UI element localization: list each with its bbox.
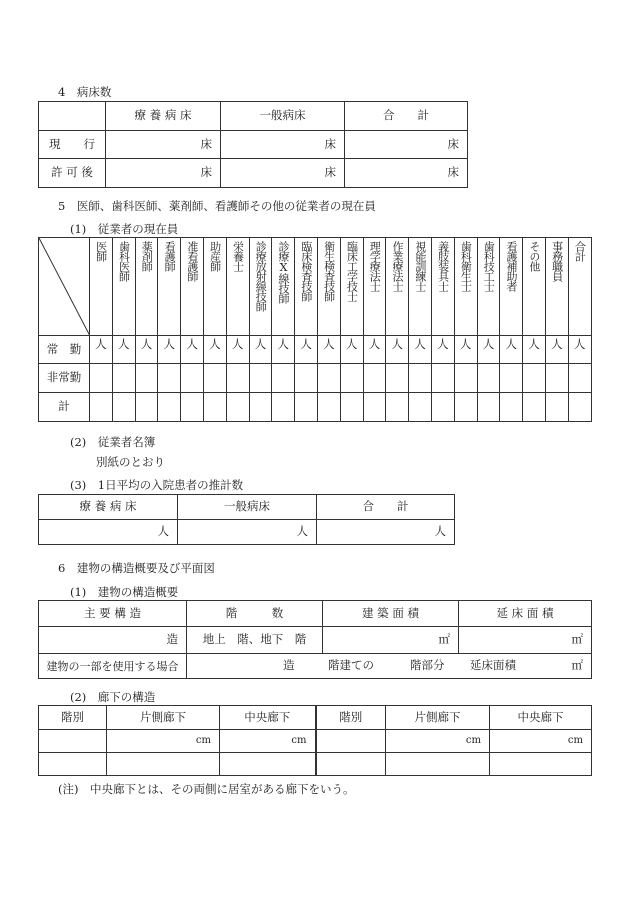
- staff-count-cell: [500, 393, 523, 422]
- staff-column-label: 作業療法士: [391, 241, 405, 291]
- staff-count-cell: [363, 393, 386, 422]
- staff-count-cell: [203, 393, 226, 422]
- staff-count-cell: 人: [249, 336, 272, 364]
- staff-count-cell: [135, 364, 158, 393]
- staff-count-cell: [386, 364, 409, 393]
- staff-column-header: [226, 238, 249, 336]
- header-center: 中央廊下: [220, 706, 316, 730]
- cell-floors: 地上 階、地下 階: [187, 627, 323, 654]
- staff-count-cell: [409, 393, 432, 422]
- staff-count-cell: [386, 393, 409, 422]
- staff-count-cell: [181, 393, 204, 422]
- cell-unit: 人: [39, 520, 178, 545]
- staff-column-header: [135, 238, 158, 336]
- staff-count-cell: 人: [363, 336, 386, 364]
- staff-column-header: [249, 238, 272, 336]
- cell-floor: [316, 753, 386, 776]
- cell-unit: 人: [317, 520, 455, 545]
- staff-count-cell: [545, 364, 568, 393]
- staff-count-cell: [409, 364, 432, 393]
- inpatient-table: [38, 494, 455, 545]
- section-6-1-heading: (1) 建物の構造概要: [70, 585, 179, 599]
- staff-count-cell: 人: [431, 336, 454, 364]
- staff-column-header: [477, 238, 500, 336]
- staff-count-cell: 人: [545, 336, 568, 364]
- section-5-2-note: 別紙のとおり: [96, 455, 165, 469]
- staff-count-cell: [112, 393, 135, 422]
- staff-count-cell: 人: [295, 336, 318, 364]
- staff-column-label: 歯科衛生士: [459, 241, 473, 291]
- staff-count-cell: [477, 364, 500, 393]
- staff-count-cell: 人: [181, 336, 204, 364]
- header-total: 合 計: [345, 102, 468, 131]
- staff-count-cell: [431, 393, 454, 422]
- diagonal-line: [39, 238, 90, 336]
- section-5-3-heading: (3) 1日平均の入院患者の推計数: [70, 478, 244, 492]
- staff-count-cell: 人: [135, 336, 158, 364]
- bed-count-table: [38, 101, 468, 188]
- staff-count-cell: [249, 364, 272, 393]
- staff-count-cell: [523, 364, 546, 393]
- staff-column-label: 臨床工学技士: [345, 241, 359, 301]
- corridor-note: (注) 中央廊下とは、その両側に居室がある廊下をいう。: [58, 782, 355, 796]
- cell-structure: 造: [39, 627, 187, 654]
- partial-structure: 造: [283, 658, 295, 672]
- staff-column-label: 事務職員: [550, 241, 564, 281]
- blank-cell: [39, 102, 106, 131]
- staff-count-cell: [454, 364, 477, 393]
- staff-count-cell: [317, 364, 340, 393]
- staff-column-header: [112, 238, 135, 336]
- staff-count-cell: [249, 393, 272, 422]
- staff-column-header: [409, 238, 432, 336]
- staff-count-cell: [340, 364, 363, 393]
- cell-floor: [316, 730, 386, 753]
- staff-count-cell: 人: [523, 336, 546, 364]
- section-4-heading: 4 病床数: [58, 85, 112, 99]
- staff-count-cell: [523, 393, 546, 422]
- staff-column-label: 診療放射線技師: [254, 241, 268, 311]
- staff-count-cell: [545, 393, 568, 422]
- section-5-2-heading: (2) 従業者名簿: [70, 435, 156, 449]
- staff-count-cell: [226, 393, 249, 422]
- staff-column-label: 栄養士: [231, 241, 245, 271]
- cell-unit: cm: [220, 730, 316, 753]
- staff-column-label: 合計: [573, 241, 587, 261]
- staff-column-header: [203, 238, 226, 336]
- staff-count-cell: [112, 364, 135, 393]
- row-label-fulltime: 常 勤: [39, 336, 90, 364]
- staff-column-label: 臨床検査技師: [299, 241, 313, 301]
- header-floors: 階 数: [187, 601, 323, 627]
- staff-column-header: [500, 238, 523, 336]
- staff-column-label: 看護補助者: [505, 241, 519, 291]
- staff-count-cell: [226, 364, 249, 393]
- staff-column-label: 准看護師: [185, 241, 199, 281]
- staff-count-cell: 人: [386, 336, 409, 364]
- partial-stories: 階建ての: [328, 658, 374, 672]
- header-single-side: 片側廊下: [386, 706, 490, 730]
- cell-floor: [39, 730, 107, 753]
- cell-unit: cm: [490, 730, 592, 753]
- staff-count-cell: [90, 393, 113, 422]
- staff-column-header: [431, 238, 454, 336]
- cell-unit: 床: [221, 159, 345, 188]
- cell-unit: 床: [106, 131, 221, 159]
- staff-column-label: 歯科技工士: [482, 241, 496, 291]
- staff-column-label: 薬剤師: [140, 241, 154, 271]
- header-ippan: 一般病床: [178, 495, 317, 520]
- header-center: 中央廊下: [490, 706, 592, 730]
- header-floor: 階別: [316, 706, 386, 730]
- staff-column-label: 視能訓練士: [413, 241, 427, 291]
- section-5-heading: 5 医師、歯科医師、薬剤師、看護師その他の従業者の現在員: [58, 199, 376, 213]
- cell-unit: cm: [386, 730, 490, 753]
- staff-count-cell: [340, 393, 363, 422]
- cell-empty: [220, 753, 316, 776]
- partial-floor-part: 階部分: [410, 658, 445, 672]
- cell-floor: [39, 753, 107, 776]
- row-label-after: 許 可 後: [39, 159, 106, 188]
- staff-column-label: 歯科医師: [117, 241, 131, 281]
- staff-count-cell: 人: [568, 336, 591, 364]
- staff-count-cell: [500, 364, 523, 393]
- staff-count-cell: [181, 364, 204, 393]
- header-single-side: 片側廊下: [107, 706, 220, 730]
- section-5-1-heading: (1) 従業者の現在員: [70, 222, 179, 236]
- corridor-table: [38, 705, 592, 776]
- cell-unit: 床: [345, 159, 468, 188]
- staff-count-cell: [295, 364, 318, 393]
- staff-count-cell: [568, 393, 591, 422]
- cell-partial-use-details: [187, 654, 592, 679]
- staff-count-cell: [158, 393, 181, 422]
- staff-column-label: その他: [527, 241, 541, 271]
- staff-column-header: [295, 238, 318, 336]
- staff-column-header: [340, 238, 363, 336]
- staff-count-cell: [454, 393, 477, 422]
- staff-count-cell: 人: [158, 336, 181, 364]
- cell-building-area: ㎡: [323, 627, 459, 654]
- building-structure-table: [38, 600, 592, 679]
- staff-column-header: [272, 238, 295, 336]
- cell-unit: 床: [106, 159, 221, 188]
- row-label-current: 現 行: [39, 131, 106, 159]
- staff-count-cell: [135, 393, 158, 422]
- header-building-area: 建 築 面 積: [323, 601, 459, 627]
- staff-count-cell: 人: [317, 336, 340, 364]
- staff-count-cell: 人: [226, 336, 249, 364]
- staff-count-cell: 人: [203, 336, 226, 364]
- partial-area-unit: ㎡: [571, 658, 583, 672]
- staff-column-header: [523, 238, 546, 336]
- staff-count-cell: 人: [500, 336, 523, 364]
- diagonal-cell: [39, 238, 90, 336]
- staff-count-cell: [363, 364, 386, 393]
- cell-floor-area: ㎡: [459, 627, 592, 654]
- staff-count-cell: 人: [477, 336, 500, 364]
- section-6-2-heading: (2) 廊下の構造: [70, 690, 156, 704]
- staff-count-cell: [317, 393, 340, 422]
- staff-column-header: [181, 238, 204, 336]
- staff-column-header: [90, 238, 113, 336]
- cell-empty: [490, 753, 592, 776]
- staff-count-cell: 人: [272, 336, 295, 364]
- header-ippan: 一般病床: [221, 102, 345, 131]
- header-main-structure: 主 要 構 造: [39, 601, 187, 627]
- staff-count-cell: 人: [454, 336, 477, 364]
- staff-column-header: [158, 238, 181, 336]
- row-label-partial-use: 建物の一部を使用する場合: [39, 654, 187, 679]
- staff-column-label: 看護師: [163, 241, 177, 271]
- staff-count-cell: [90, 364, 113, 393]
- staff-column-label: 助産師: [208, 241, 222, 271]
- cell-unit: cm: [107, 730, 220, 753]
- staff-count-cell: [272, 393, 295, 422]
- row-label-total: 計: [39, 393, 90, 422]
- cell-unit: 床: [221, 131, 345, 159]
- header-ryoyo: 療 養 病 床: [106, 102, 221, 131]
- staff-column-header: [386, 238, 409, 336]
- staff-column-header: [454, 238, 477, 336]
- cell-empty: [386, 753, 490, 776]
- cell-unit: 人: [178, 520, 317, 545]
- staff-column-label: 診療X線技師: [277, 241, 291, 303]
- staff-count-cell: [568, 364, 591, 393]
- cell-unit: 床: [345, 131, 468, 159]
- header-total: 合 計: [317, 495, 455, 520]
- staff-count-cell: 人: [340, 336, 363, 364]
- section-6-heading: 6 建物の構造概要及び平面図: [58, 561, 215, 575]
- staff-column-header: [317, 238, 340, 336]
- staff-column-label: 理学療法士: [368, 241, 382, 291]
- staff-count-cell: [272, 364, 295, 393]
- staff-count-cell: [295, 393, 318, 422]
- staff-column-header: [545, 238, 568, 336]
- staff-count-cell: 人: [90, 336, 113, 364]
- row-label-parttime: 非常勤: [39, 364, 90, 393]
- staff-count-cell: 人: [409, 336, 432, 364]
- staff-column-label: 義肢装具士: [436, 241, 450, 291]
- staff-count-cell: [158, 364, 181, 393]
- staff-column-label: 衛生検査技師: [322, 241, 336, 301]
- staff-count-cell: [203, 364, 226, 393]
- staff-column-header: [568, 238, 591, 336]
- header-floor-area: 延 床 面 積: [459, 601, 592, 627]
- cell-empty: [107, 753, 220, 776]
- staff-count-cell: [477, 393, 500, 422]
- staff-count-cell: [431, 364, 454, 393]
- header-ryoyo: 療 養 病 床: [39, 495, 178, 520]
- partial-floor-area-label: 延床面積: [470, 658, 516, 672]
- staff-table: [38, 237, 592, 422]
- header-floor: 階別: [39, 706, 107, 730]
- staff-column-label: 医師: [94, 241, 108, 261]
- staff-count-cell: 人: [112, 336, 135, 364]
- staff-column-header: [363, 238, 386, 336]
